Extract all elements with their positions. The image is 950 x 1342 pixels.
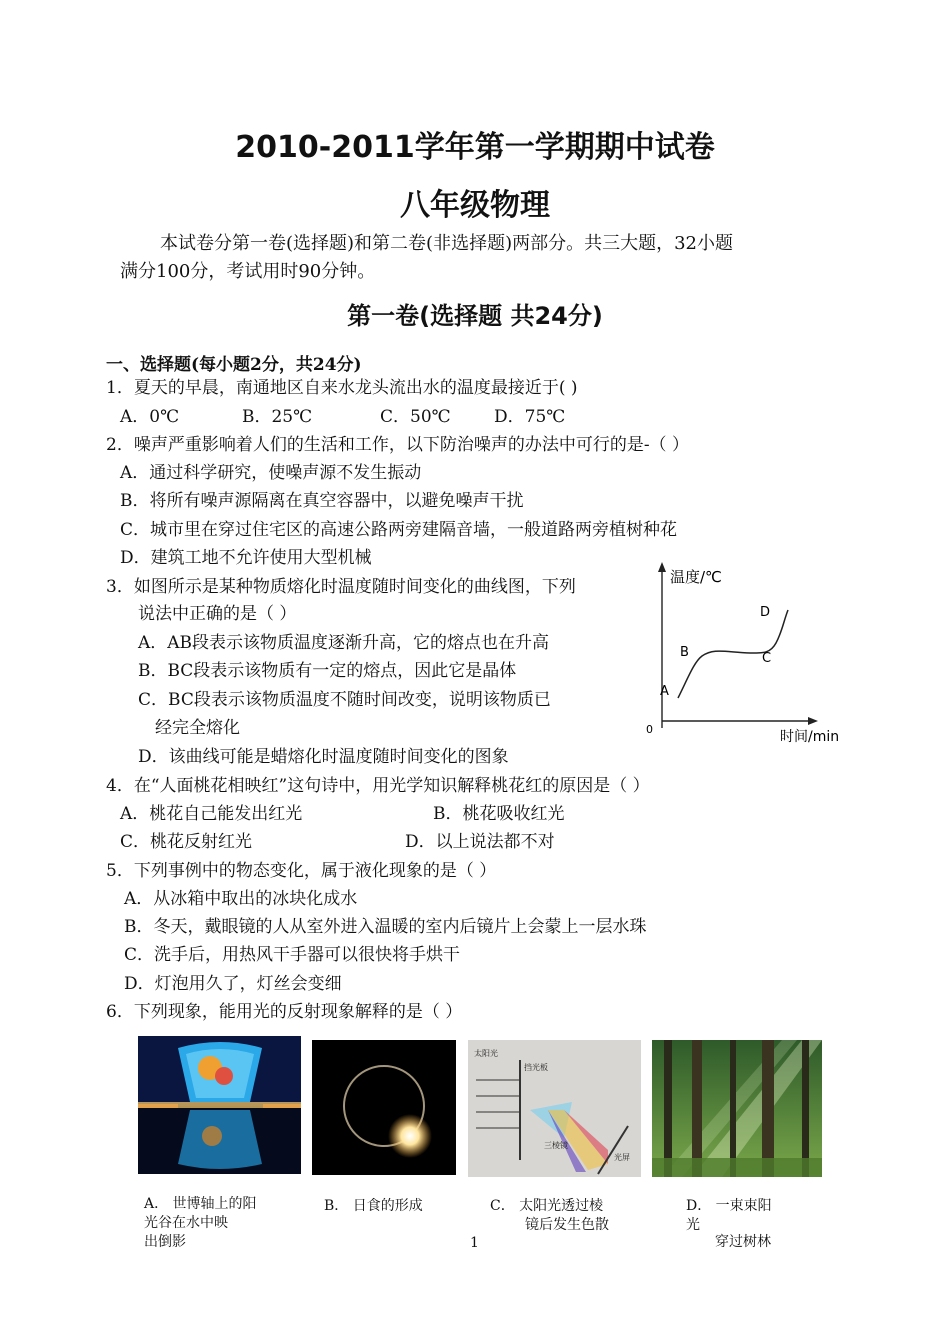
section-title: 第一卷(选择题 共24分)	[347, 302, 603, 330]
q3-option-c: C．BC段表示该物质温度不随时间改变，说明该物质已	[138, 690, 551, 710]
caption-d-line-1: D． 一束束阳	[686, 1198, 772, 1214]
prism-label: 三棱镜	[544, 1141, 568, 1150]
q4-option-d: D．以上说法都不对	[405, 832, 555, 852]
q4-stem: 4．在“人面桃花相映红”这句诗中，用光学知识解释桃花红的原因是（ ）	[106, 776, 650, 796]
q3-option-a: A．AB段表示该物质温度逐渐升高，它的熔点也在升高	[138, 633, 550, 653]
q1-stem: 1．夏天的早晨，南通地区自来水龙头流出水的温度最接近于( )	[106, 378, 578, 398]
exam-subtitle: 八年级物理	[400, 188, 550, 223]
caption-c-line-2: 镜后发生色散	[525, 1217, 609, 1233]
q4-option-c: C．桃花反射红光	[120, 832, 253, 852]
q1-option-a: A．0℃	[120, 407, 180, 427]
q4-option-b: B．桃花吸收红光	[433, 804, 565, 824]
q5-option-a: A．从冰箱中取出的冰块化成水	[124, 889, 358, 909]
q1-option-d: D．75℃	[494, 407, 566, 427]
q5-stem: 5．下列事例中的物态变化，属于液化现象的是（ ）	[106, 861, 497, 881]
forest-sunbeams-photo	[652, 1040, 822, 1177]
caption-a-line-2: 光谷在水中映	[144, 1215, 228, 1231]
caption-b: B． 日食的形成	[324, 1198, 423, 1214]
intro-line-2: 满分100分，考试用时90分钟。	[120, 261, 376, 282]
q2-option-a: A．通过科学研究，使噪声源不发生振动	[120, 463, 422, 483]
point-a-label: A	[660, 684, 669, 699]
caption-d-line-3: 穿过树林	[715, 1234, 771, 1250]
q5-option-c: C．洗手后，用热风干手器可以很快将手烘干	[124, 945, 461, 965]
graph-x-label: 时间/min	[780, 729, 840, 745]
expo-reflection-photo	[138, 1036, 301, 1174]
q2-stem: 2．噪声严重影响着人们的生活和工作，以下防治噪声的办法中可行的是-（ ）	[106, 435, 689, 455]
q3-option-c-cont: 经完全熔化	[155, 718, 240, 738]
point-d-label: D	[760, 605, 771, 620]
exam-title: 2010-2011学年第一学期期中试卷	[235, 130, 715, 165]
melting-curve-figure	[640, 558, 860, 748]
part-title: 一、选择题(每小题2分，共24分)	[106, 355, 362, 375]
intro-line-1: 本试卷分第一卷(选择题)和第二卷(非选择题)两部分。共三大题，32小题	[160, 233, 733, 254]
prism-dispersion-photo	[468, 1040, 641, 1177]
q1-option-b: B．25℃	[242, 407, 313, 427]
graph-origin: 0	[646, 723, 653, 736]
q6-stem: 6．下列现象，能用光的反射现象解释的是（ ）	[106, 1002, 463, 1022]
q1-option-c: C．50℃	[380, 407, 451, 427]
x-axis-arrow-icon	[808, 717, 818, 725]
q2-option-d: D．建筑工地不允许使用大型机械	[120, 548, 372, 568]
q3-stem-line-2: 说法中正确的是（ ）	[138, 604, 297, 624]
temperature-curve	[678, 610, 788, 698]
caption-a-line-3: 出倒影	[144, 1234, 186, 1250]
graph-y-label: 温度/℃	[670, 568, 722, 586]
point-c-label: C	[762, 651, 772, 666]
q2-option-b: B．将所有噪声源隔离在真空容器中，以避免噪声干扰	[120, 491, 524, 511]
screen-label: 光屏	[614, 1153, 630, 1162]
q3-stem-line-1: 3．如图所示是某种物质熔化时温度随时间变化的曲线图，下列	[106, 577, 576, 597]
solar-eclipse-photo	[312, 1040, 456, 1175]
y-axis-arrow-icon	[658, 562, 666, 572]
q5-option-d: D．灯泡用久了，灯丝会变细	[124, 974, 342, 994]
caption-d-line-2: 光	[686, 1217, 700, 1233]
q5-option-b: B．冬天，戴眼镜的人从室外进入温暖的室内后镜片上会蒙上一层水珠	[124, 917, 647, 937]
point-b-label: B	[680, 645, 689, 660]
caption-c-line-1: C． 太阳光透过棱	[490, 1198, 604, 1214]
caption-a-line-1: A． 世博轴上的阳	[144, 1196, 257, 1212]
page-number: 1	[470, 1235, 479, 1251]
q2-option-c: C．城市里在穿过住宅区的高速公路两旁建隔音墙，一般道路两旁植树种花	[120, 520, 678, 540]
q4-option-a: A．桃花自己能发出红光	[120, 804, 303, 824]
baffle-label: 挡光板	[524, 1063, 548, 1072]
q3-option-d: D．该曲线可能是蜡熔化时温度随时间变化的图象	[138, 747, 509, 767]
q3-option-b: B．BC段表示该物质有一定的熔点，因此它是晶体	[138, 661, 517, 681]
sunlight-label: 太阳光	[474, 1049, 498, 1058]
